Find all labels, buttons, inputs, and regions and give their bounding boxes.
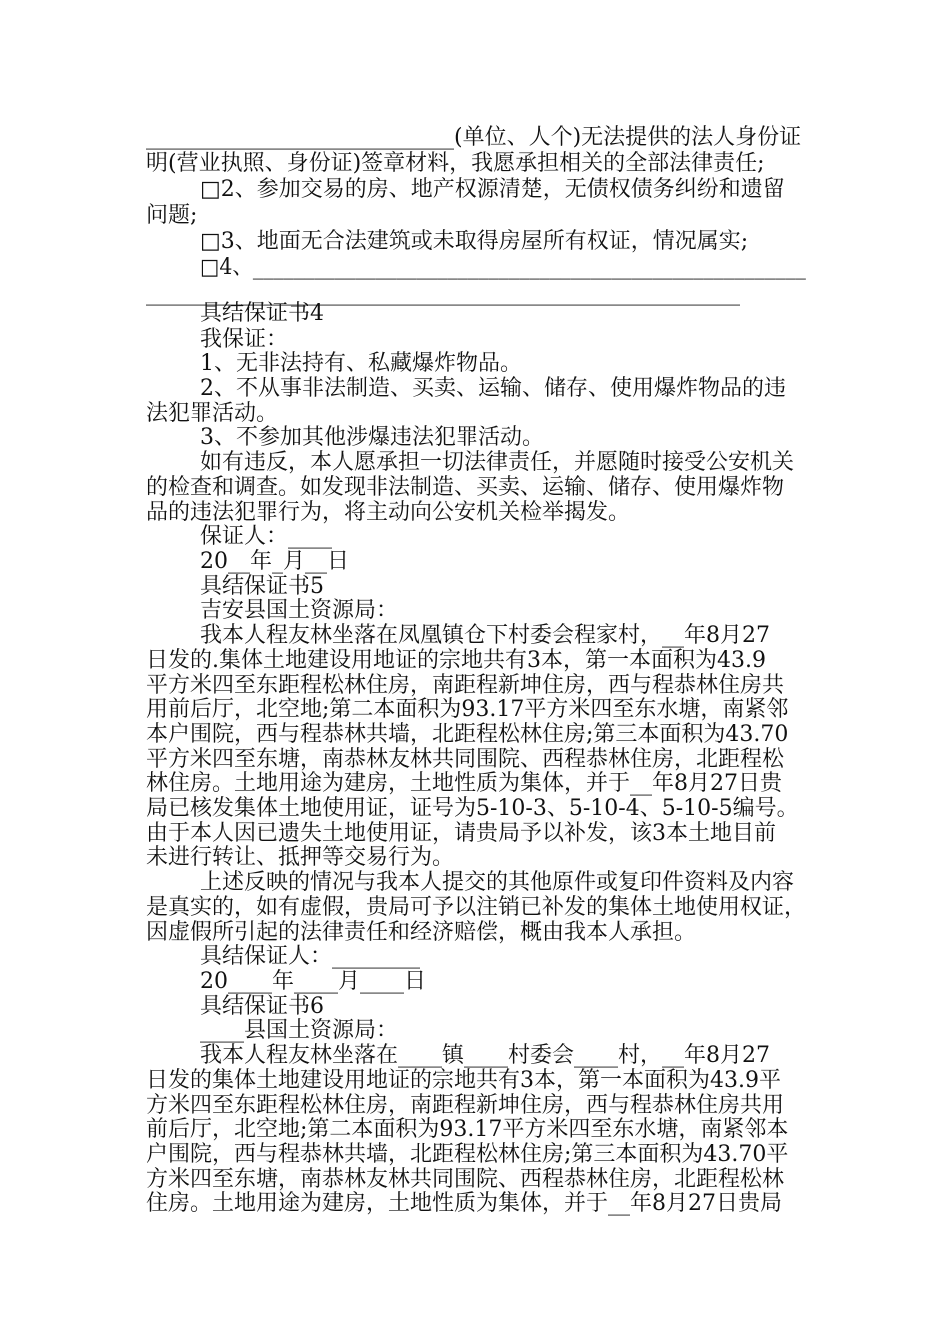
- body-text-line: 如有违反，本人愿承担一切法律责任，并愿随时接受公安机关: [200, 450, 795, 475]
- body-text-line: 未进行转让、抵押等交易行为。: [146, 845, 455, 870]
- section-heading-6: 具结保证书6: [200, 994, 324, 1019]
- checkbox-item-2: □2、参加交易的房、地产权源清楚，无债权债务纠纷和遗留: [200, 177, 785, 202]
- body-text-line: 林住房。土地用途为建房，土地性质为集体，并于__年8月27日贵: [146, 771, 782, 796]
- signature-line: 保证人：____: [200, 524, 333, 549]
- section-heading-4: 具结保证书4: [200, 301, 324, 326]
- date-line: 20____年____月____日: [200, 969, 426, 994]
- body-text-line: 上述反映的情况与我本人提交的其他原件或复印件资料及内容: [200, 870, 795, 895]
- body-text-line: 局已核发集体土地使用证，证号为5-10-3、5-10-4、5-10-5编号。: [146, 796, 799, 821]
- body-text-line: 的检查和调查。如发现非法制造、买卖、运输、储存、使用爆炸物: [146, 475, 785, 500]
- date-line: 20__年_月__日: [200, 549, 349, 574]
- blank-fill-line: ______________________________________________________: [146, 281, 740, 306]
- list-item: 1、无非法持有、私藏爆炸物品。: [200, 351, 522, 376]
- body-text-line: 问题;: [146, 203, 198, 228]
- section-heading-5: 具结保证书5: [200, 574, 324, 599]
- body-text-line: 是真实的，如有虚假，贵局可予以注销已补发的集体土地使用权证，: [146, 895, 807, 920]
- body-text-line: 方米四至东距程松林住房，南距程新坤住房，西与程恭林住房共用: [146, 1093, 785, 1118]
- body-text-line: 日发的.集体土地建设用地证的宗地共有3本，第一本面积为43.9: [146, 648, 766, 673]
- checkbox-item-3: □3、地面无合法建筑或未取得房屋所有权证，情况属实;: [200, 229, 749, 254]
- body-text-line: 明(营业执照、身份证)签章材料，我愿承担相关的全部法律责任;: [146, 151, 765, 176]
- body-text-line: 法犯罪活动。: [146, 401, 279, 426]
- addressee-line: ____县国土资源局：: [200, 1018, 399, 1043]
- body-text-line: 我保证：: [200, 327, 289, 352]
- body-text-line: 我本人程友林坐落在凤凰镇仓下村委会程家村，__年8月27: [200, 623, 770, 648]
- body-text-line: 用前后厅，北空地;第二本面积为93.17平方米四至东水塘，南紧邻: [146, 697, 789, 722]
- body-text-line: 因虚假所引起的法律责任和经济赔偿，概由我本人承担。: [146, 920, 697, 945]
- list-item: 3、不参加其他涉爆违法犯罪活动。: [200, 425, 544, 450]
- addressee-line: 吉安县国土资源局：: [200, 598, 399, 623]
- body-text-line: 平方米四至东塘，南恭林友林共同围院、西程恭林住房，北距程松: [146, 747, 785, 772]
- signature-line: 具结保证人：________: [200, 944, 421, 969]
- body-text-line: 我本人程友林坐落在____镇____村委会____村，__年8月27: [200, 1043, 770, 1068]
- body-text-line: 户围院，西与程恭林共墙，北距程松林住房;第三本面积为43.70平: [146, 1142, 789, 1167]
- body-text-line: 平方米四至东距程松林住房，南距程新坤住房，西与程恭林住房共: [146, 673, 785, 698]
- body-text-line: 日发的集体土地建设用地证的宗地共有3本，第一本面积为43.9平: [146, 1068, 781, 1093]
- body-text-line: 本户围院，西与程恭林共墙，北距程松林住房;第三本面积为43.70: [146, 722, 789, 747]
- body-text-line: 品的违法犯罪行为，将主动向公安机关检举揭发。: [146, 500, 631, 525]
- body-text-line: 由于本人因已遗失土地使用证，请贵局予以补发，该3本土地目前: [146, 821, 776, 846]
- body-text-line: 方米四至东塘，南恭林友林共同围院、西程恭林住房，北距程松林: [146, 1167, 785, 1192]
- checkbox-item-4: □4、______________________________________________________: [200, 255, 806, 280]
- list-item: 2、不从事非法制造、买卖、运输、储存、使用爆炸物品的违: [200, 376, 786, 401]
- body-text-line: 住房。土地用途为建房，土地性质为集体，并于__年8月27日贵局: [146, 1191, 782, 1216]
- body-text-line: 前后厅，北空地;第二本面积为93.17平方米四至东水塘，南紧邻本: [146, 1117, 789, 1142]
- body-text-line: ____________________________(单位、人个)无法提供的法人身份证: [146, 125, 802, 150]
